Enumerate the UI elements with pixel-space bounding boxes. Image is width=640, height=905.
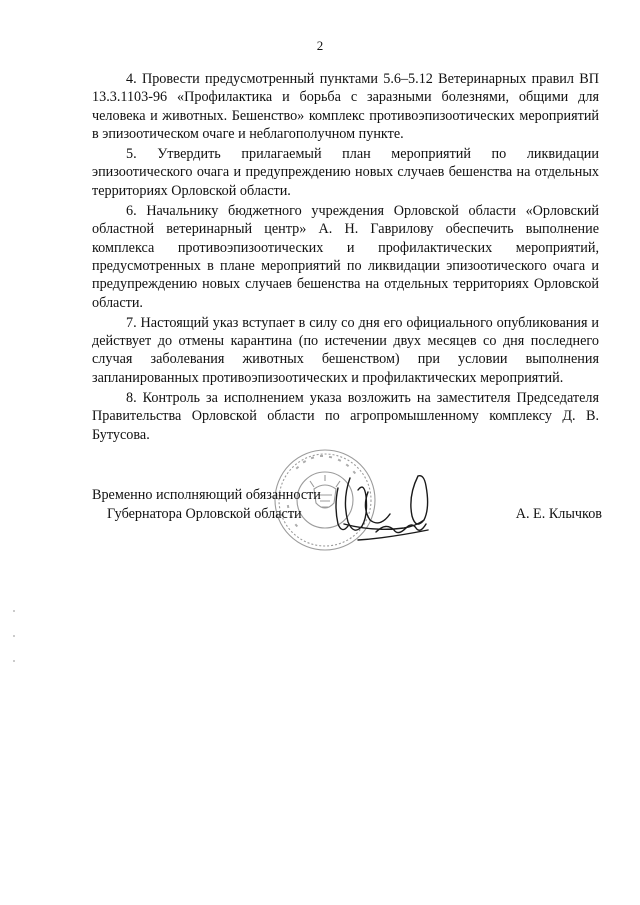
- signatory-title-line1: Временно исполняющий обязанности: [92, 487, 321, 503]
- handwritten-signature: [318, 470, 448, 550]
- paragraph-6: 6. Начальнику бюджетного учреждения Орловской области «Орловский областной ветеринарный центр» А. Н. Гаврилову обеспечить выполнение комплекса противоэпизоотических и профилактических мероприятий, предусмотренных в плане мероприятий по ликвидации эпизоотического очага и предупреждению новых случаев бешенства на отдельных территориях Орловской области.: [92, 203, 599, 311]
- paragraph-7: 7. Настоящий указ вступает в силу со дня его официального опубликования и действует до отмены карантина (по истечении двух месяцев со дня последнего случая заболевания животных бешенством) при условии выполнения запланированных противоэпизоотических и профилактических мероприятий.: [92, 314, 599, 386]
- scan-speck: [13, 610, 15, 612]
- paragraph-4: 4. Провести предусмотренный пунктами 5.6–5.12 Ветеринарных правил ВП 13.3.1103-96 «Профилактика и борьба с заразными болезнями, общими для человека и животных. Бешенство» комплекс противоэпизоотических мероприятий в эпизоотическом очаге и неблагополучном пункте.: [92, 71, 599, 142]
- page-number: 2: [316, 38, 324, 53]
- paragraph-5: 5. Утвердить прилагаемый план мероприятий по ликвидации эпизоотического очага и предупреждению новых случаев бешенства на отдельных территориях Орловской области.: [92, 146, 599, 199]
- paragraph-8: 8. Контроль за исполнением указа возложить на заместителя Председателя Правительства Орловской области по агропромышленному комплексу Д. В. Бутусова.: [92, 390, 599, 443]
- scan-speck: [13, 635, 15, 637]
- signatory-title-line2: Губернатора Орловской области: [107, 506, 302, 522]
- decree-body: [92, 70, 599, 446]
- signatory-name: А. Е. Клычков: [515, 506, 602, 522]
- scan-speck: [13, 660, 15, 662]
